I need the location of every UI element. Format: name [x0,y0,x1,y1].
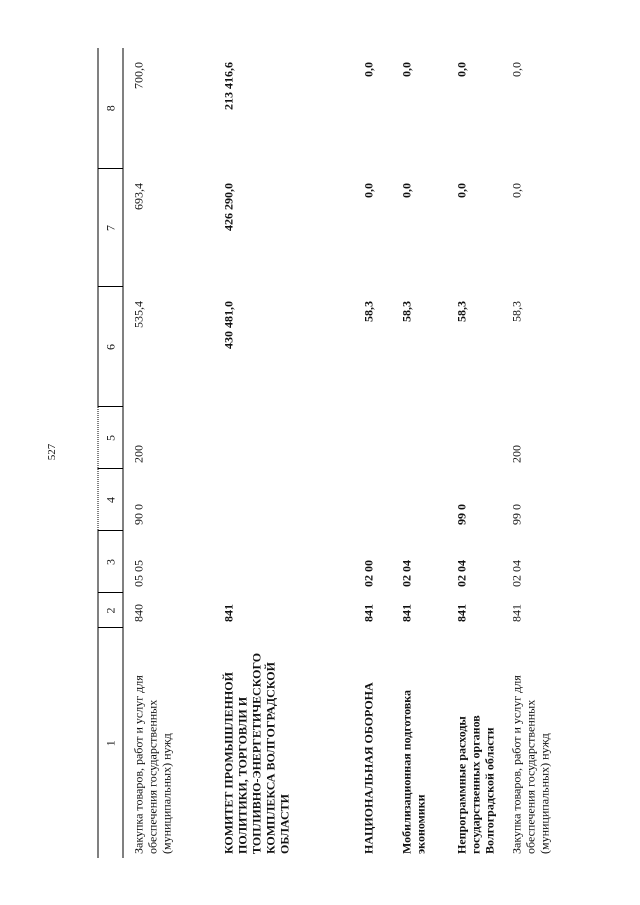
amount-col7: 0,0 [361,182,375,198]
section-code: 02 00 [361,559,375,587]
section-code: 02 04 [399,559,413,587]
amount-col6: 58,3 [509,300,523,322]
row-name: Закупка товаров, работ и услуг для обеспечения государственных (муниципальных) нужд [131,674,174,854]
row-name: КОМИТЕТ ПРОМЫШЛЕННОЙ ПОЛИТИКИ, ТОРГОВЛИ И ТОПЛИВНО-ЭНЕРГЕТИЧЕСКОГО КОМПЛЕКСА ВОЛГОГРАДСКОЙ ОБЛАСТИ [221,652,291,854]
program-code: 90 0 [131,503,146,525]
admin-code: 840 [131,603,146,622]
expense-type-code: 200 [131,444,146,463]
amount-col8: 0,0 [454,61,468,77]
expense-type-code [446,407,501,469]
amount-col7: 0,0 [454,182,468,198]
row-name: НАЦИОНАЛЬНАЯ ОБОРОНА [361,681,375,854]
table-row [353,48,391,858]
amount-col6: 58,3 [454,300,468,322]
row-name: Закупка товаров, работ и услуг для обеспечения государственных (муниципальных) нужд [509,674,551,854]
column-header: 8 [98,48,123,169]
column-header: 3 [98,531,123,593]
page-number: 527 [46,443,58,461]
rotated-page-content [98,48,551,858]
expense-type-code [353,407,391,469]
admin-code: 841 [509,603,523,622]
budget-table [98,48,587,858]
admin-code: 841 [399,603,413,622]
expense-type-code: 200 [509,444,523,463]
amount-col7: 693,4 [131,182,146,210]
amount-col6: 430 481,0 [221,300,235,349]
amount-col7: 426 290,0 [221,182,235,231]
program-code [213,469,353,531]
amount-col7: 0,0 [509,182,523,198]
program-code [391,469,446,531]
table-row [123,48,213,858]
program-code: 99 0 [509,503,523,525]
row-name: Непрограммные расходы государственных органов Волгоградской области [454,714,496,854]
column-header: 7 [98,169,123,287]
section-code: 02 04 [509,559,523,587]
amount-col8: 0,0 [399,61,413,77]
amount-col6: 535,4 [131,300,146,328]
column-header: 6 [98,287,123,407]
table-row [501,48,586,858]
amount-col7: 0,0 [399,182,413,198]
admin-code: 841 [361,603,375,622]
section-code [213,531,353,593]
column-header: 2 [98,593,123,628]
table-row [446,48,501,858]
expense-type-code [213,407,353,469]
table-row [213,48,353,858]
expense-type-code [391,407,446,469]
amount-col8: 700,0 [131,61,146,89]
section-code: 05 05 [131,559,146,587]
amount-col8: 0,0 [509,61,523,77]
table-row [391,48,446,858]
column-header: 5 [98,407,123,469]
amount-col8: 0,0 [361,61,375,77]
amount-col6: 58,3 [361,300,375,322]
admin-code: 841 [221,603,235,622]
section-code: 02 04 [454,559,468,587]
row-name: Мобилизационная подготовка экономики [399,689,427,854]
table-header-row [98,48,123,858]
amount-col8: 213 416,6 [221,61,235,110]
amount-col6: 58,3 [399,300,413,322]
admin-code: 841 [454,603,468,622]
program-code [353,469,391,531]
program-code: 99 0 [454,503,468,525]
column-header: 1 [98,628,123,858]
column-header: 4 [98,469,123,531]
